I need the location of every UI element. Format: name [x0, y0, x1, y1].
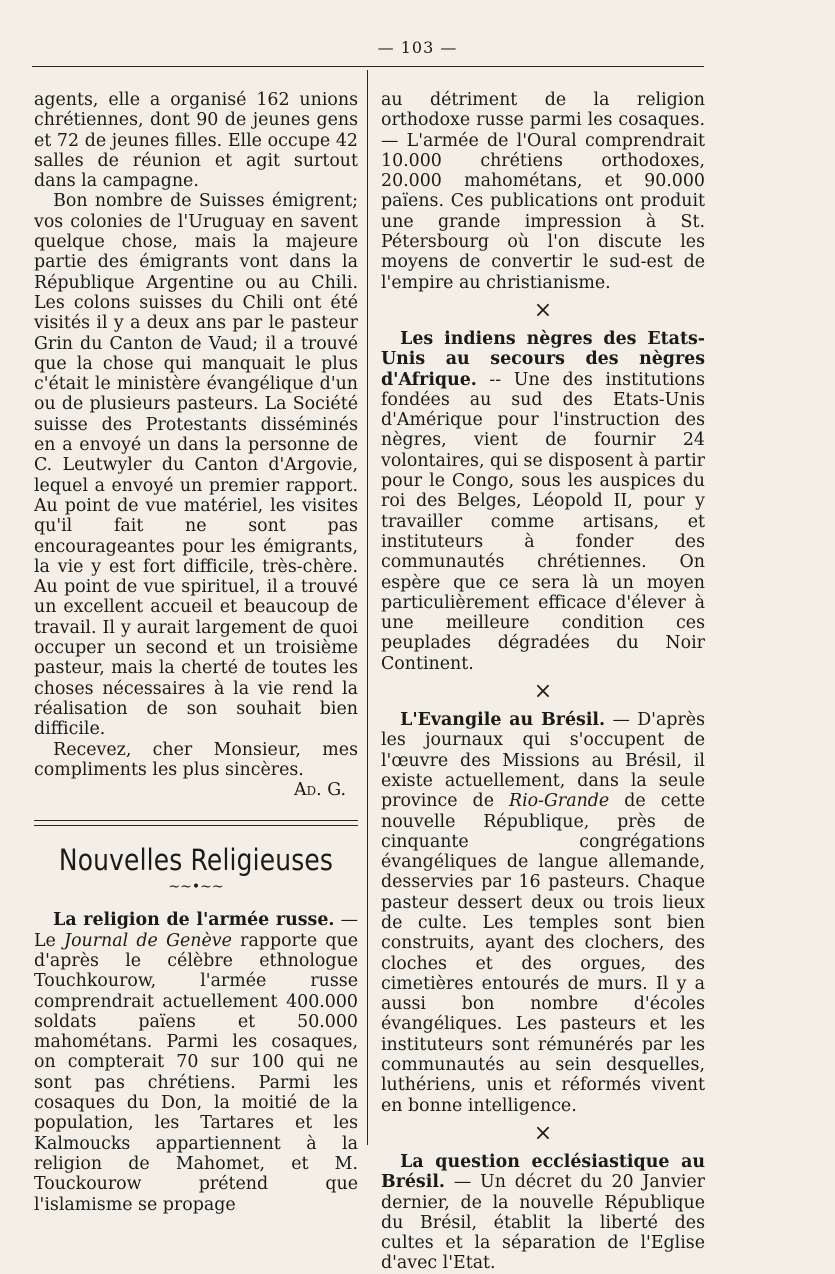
ornament: ~~•~~	[168, 879, 224, 896]
article-russian-army	[34, 910, 358, 1214]
article-body: -- Une des institutions fondées au sud des Etats-Unis d'Amérique pour l'instruction des nègres, vient de fournir 24 volontaires, qui se disposent à partir pour le Congo, sous les auspices du roi des Belges, Léopold II, pour y travailler comme artisans, et instituteurs à fonder des communautés chrétiennes. On espère que ce sera là un moyen particulièrement efficace d'élever à une meilleure condition ces peuplades dégradées du Noir Continent.	[381, 369, 705, 674]
article-body: — Un décret du 20 Janvier dernier, de la nouvelle République du Brésil, établit la liberté des cultes et la séparation de l'Eglise d'avec l'Etat.	[381, 1172, 705, 1274]
section-title: Nouvelles Religieuses	[58, 843, 334, 878]
right-column	[381, 90, 705, 1274]
article-continuation: au détriment de la religion orthodoxe russe parmi les cosaques. — L'armée de l'Oural comprendrait 10.000 chrétiens orthodoxes, 20.000 mahométans, et 90.000 païens. Ces publications ont produit une grande impression à St. Pétersbourg où l'on discute les moyens de convertir le sud-est de l'empire au christianisme.	[381, 90, 705, 293]
letter-closing: Recevez, cher Monsieur, mes compliments les plus sincères.	[34, 739, 358, 780]
article-heading: L'Evangile au Brésil.	[400, 710, 606, 731]
article-indiens-negres	[381, 329, 705, 674]
article-heading: La question ecclésiastique au Brésil.	[381, 1151, 705, 1193]
article-dash: — Le	[34, 910, 358, 951]
article-source: Journal de Genève	[64, 930, 232, 951]
separator-cross: ×	[533, 679, 553, 705]
article-body: — D'après les journaux qui s'occupent de l'œuvre des Missions au Brésil, il existe actuellement, dans la seule province de	[381, 710, 705, 812]
article-heading: Les indiens nègres des Etats-Unis au secours des nègres d'Afrique.	[381, 328, 705, 390]
separator-cross: ×	[533, 1120, 553, 1146]
article-heading: La religion de l'armée russe.	[53, 910, 335, 931]
article-body: de cette nouvelle République, près de cinquante congrégations évangéliques de langue allemande, desservies par 16 pasteurs. Chaque pasteur dessert deux ou trois lieux de culte. Les temples sont bien construits, ayant des clochers, des cloches et des orgues, des cimetières entourés de murs. Il y a aussi bon nombre d'écoles évangéliques. Les pasteurs et les instituteurs sont rémunérés par les communautés au sein desquelles, luthériens, unis et réformés vivent en bonne intelligence.	[381, 791, 705, 1116]
article-evangile-bresil	[381, 710, 705, 1116]
left-column	[34, 90, 358, 1215]
separator-cross: ×	[533, 297, 553, 323]
header-rule	[32, 66, 704, 67]
column-divider	[367, 70, 368, 1145]
letter-paragraph: Bon nombre de Suisses émigrent; vos colonies de l'Uruguay en savent quelque chose, mais la majeure partie des émigrants vont dans la République Argentine ou au Chili. Les colons suisses du Chili ont été visités il y a deux ans par le pasteur Grin du Canton de Vaud; il a trouvé que la chose qui manquait le plus c'était le ministère évangélique d'un ou de plusieurs pasteurs. La Société suisse des Protestants disséminés en a envoyé un dans la personne de C. Leutwyler du Canton d'Argovie, lequel a envoyé un premier rapport. Au point de vue matériel, les visites qu'il fait ne sont pas encourageantes pour les émigrants, la vie y est fort difficile, très-chère. Au point de vue spirituel, il a trouvé un excellent accueil et beaucoup de travail. Il y aurait largement de quoi occuper un second et un troisième pasteur, mais la cherté de toutes les choses nécessaires à la vie rend la réalisation de son souhait bien difficile.	[34, 191, 358, 740]
article-body: rapporte que d'après le célèbre ethnologue Touchkourow, l'armée russe comprendrait actuellement 400.000 soldats païens et 50.000 mahométans. Parmi les cosaques, on compterait 70 sur 100 qui ne sont pas chrétiens. Parmi les cosaques du Don, la moitié de la population, les Tartares et les Kalmoucks appartiennent à la religion de Mahomet, et M. Touckourow prétend que l'islamisme se propage	[34, 930, 359, 1215]
section-rule	[34, 820, 358, 826]
letter-paragraph: agents, elle a organisé 162 unions chrétiennes, dont 90 de jeunes gens et 72 de jeunes filles. Elle occupe 42 salles de réunion et agit surtout dans la campagne.	[34, 90, 358, 192]
letter-signature: Ad. G.	[293, 780, 346, 801]
page-number: — 103 —	[377, 38, 458, 57]
article-place: Rio-Grande	[509, 791, 610, 812]
article-question-bresil	[381, 1152, 705, 1274]
